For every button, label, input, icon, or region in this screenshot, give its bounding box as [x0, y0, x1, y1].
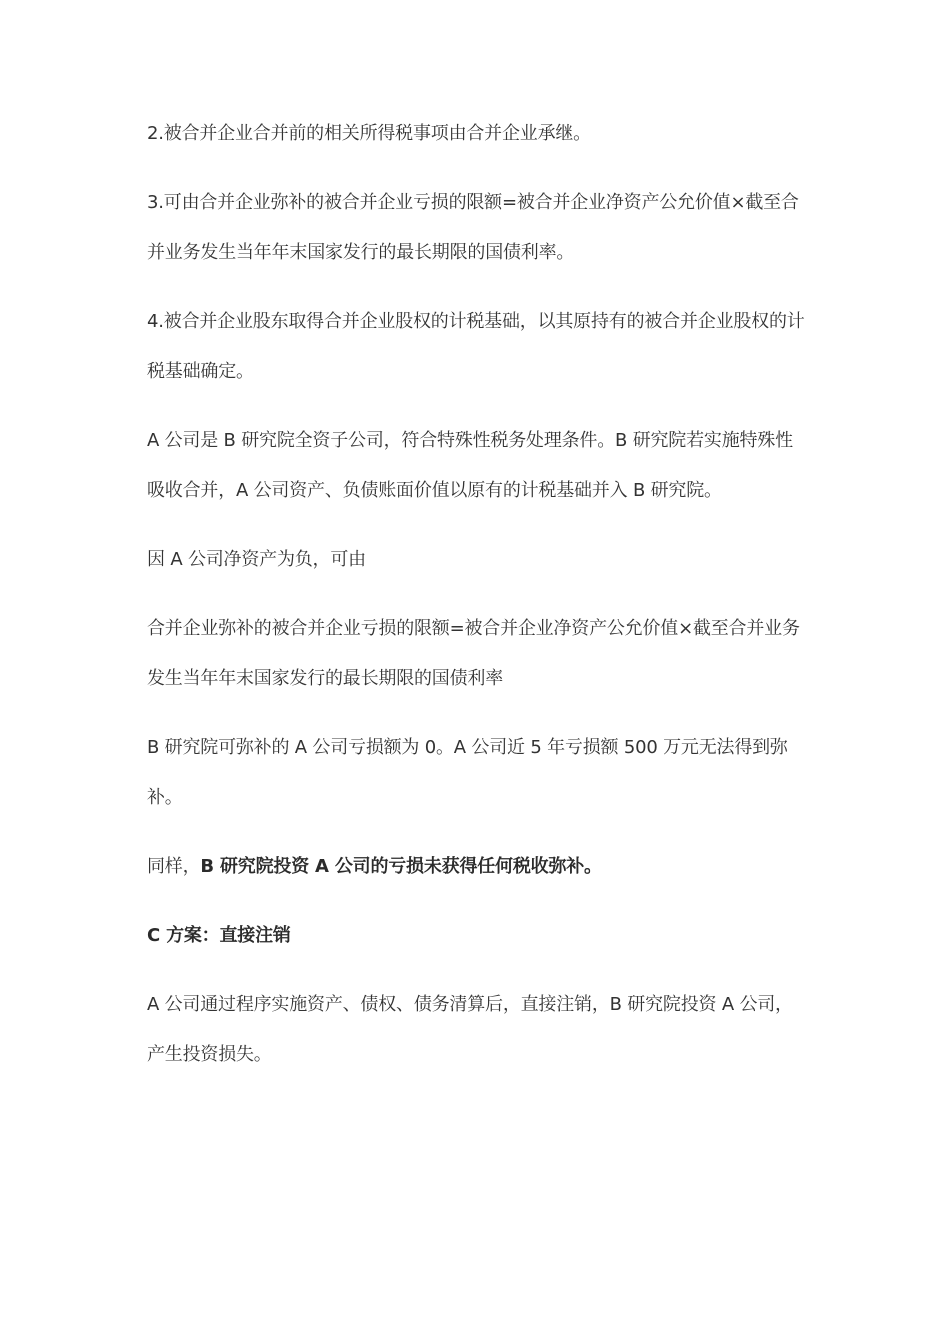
document-body	[147, 109, 807, 1099]
same-prefix: 同样，	[147, 856, 201, 877]
paragraph-item-2: 2.被合并企业合并前的相关所得税事项由合并企业承继。	[147, 123, 591, 144]
paragraph-loss-amount: B 研究院可弥补的 A 公司亏损额为 0。A 公司近 5 年亏损额 500 万元无法得到弥补。	[147, 737, 788, 808]
paragraph-net-assets: 因 A 公司净资产为负，可由	[147, 549, 366, 570]
paragraph-deregistration: A 公司通过程序实施资产、债权、债务清算后，直接注销，B 研究院投资 A 公司，产生投资损失。	[147, 994, 793, 1065]
heading-plan-c: C 方案：直接注销	[147, 925, 291, 946]
paragraph-formula: 合并企业弥补的被合并企业亏损的限额=被合并企业净资产公允价值×截至合并业务发生当年年末国家发行的最长期限的国债利率	[147, 618, 800, 689]
paragraph-company-a: A 公司是 B 研究院全资子公司，符合特殊性税务处理条件。B 研究院若实施特殊性吸收合并，A 公司资产、负债账面价值以原有的计税基础并入 B 研究院。	[147, 430, 793, 501]
same-bold-text: B 研究院投资 A 公司的亏损未获得任何税收弥补。	[200, 856, 602, 877]
paragraph-item-3: 3.可由合并企业弥补的被合并企业亏损的限额=被合并企业净资产公允价值×截至合并业务发生当年年末国家发行的最长期限的国债利率。	[147, 192, 799, 263]
paragraph-same-conclusion	[147, 842, 807, 892]
paragraph-item-4: 4.被合并企业股东取得合并企业股权的计税基础，以其原持有的被合并企业股权的计税基础确定。	[147, 311, 805, 382]
